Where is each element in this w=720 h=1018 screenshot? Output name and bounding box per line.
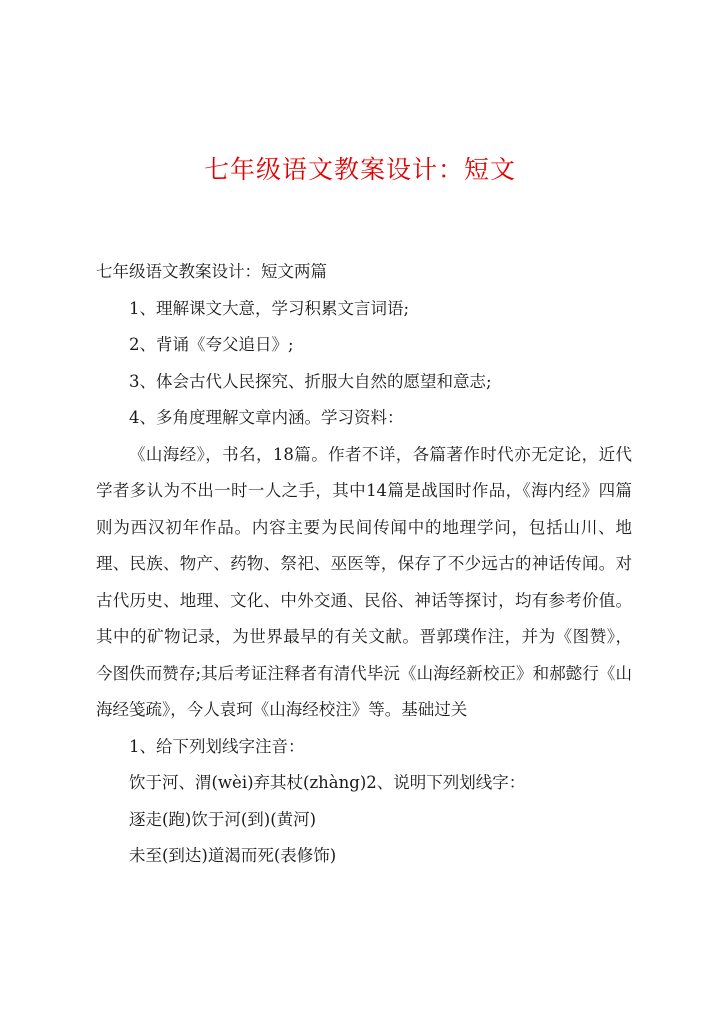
objective-item: 4、多角度理解文章内涵。学习资料： xyxy=(129,408,404,427)
objective-item: 1、理解课文大意，学习积累文言词语; xyxy=(129,298,410,318)
document-subtitle: 七年级语文教案设计：短文两篇 xyxy=(96,262,327,281)
document-body xyxy=(96,254,632,875)
exercise-line: 逐走(跑)饮于河(到)(黄河) xyxy=(129,809,317,829)
objective-item: 2、背诵《夸父追日》; xyxy=(129,335,294,354)
exercise-line: 1、给下列划线字注音： xyxy=(129,736,305,756)
exercise-line: 未至(到达)道渴而死(表修饰) xyxy=(129,846,337,865)
objective-item: 3、体会古代人民探究、折服大自然的愿望和意志; xyxy=(129,371,492,391)
document-title: 七年级语文教案设计：短文 xyxy=(203,155,516,184)
background-paragraph: 《山海经》，书名，18篇。作者不详，各篇著作时代亦无定论，近代学者多认为不出一时一人之手，其中14篇是战国时作品，《海内经》四篇则为西汉初年作品。内容主要为民间传闻中的地理学问，包括山川、地理、民族、物产、药物、祭祀、巫医等，保存了不少远古的神话传闻。对古代历史、地理、文化、中外交通、民俗、神话等探讨，均有参考价值。其中的矿物记录，为世界最早的有关文献。晋郭璞作注，并为《图赞》，今图佚而赞存;其后考证注释者有清代毕沅《山海经新校正》和郝懿行《山海经笺疏》，今人袁珂《山海经校注》等。基础过关 xyxy=(96,444,632,719)
exercise-line: 饮于河、渭(wèi)弃其杖(zhàng)2、说明下列划线字： xyxy=(129,773,526,792)
